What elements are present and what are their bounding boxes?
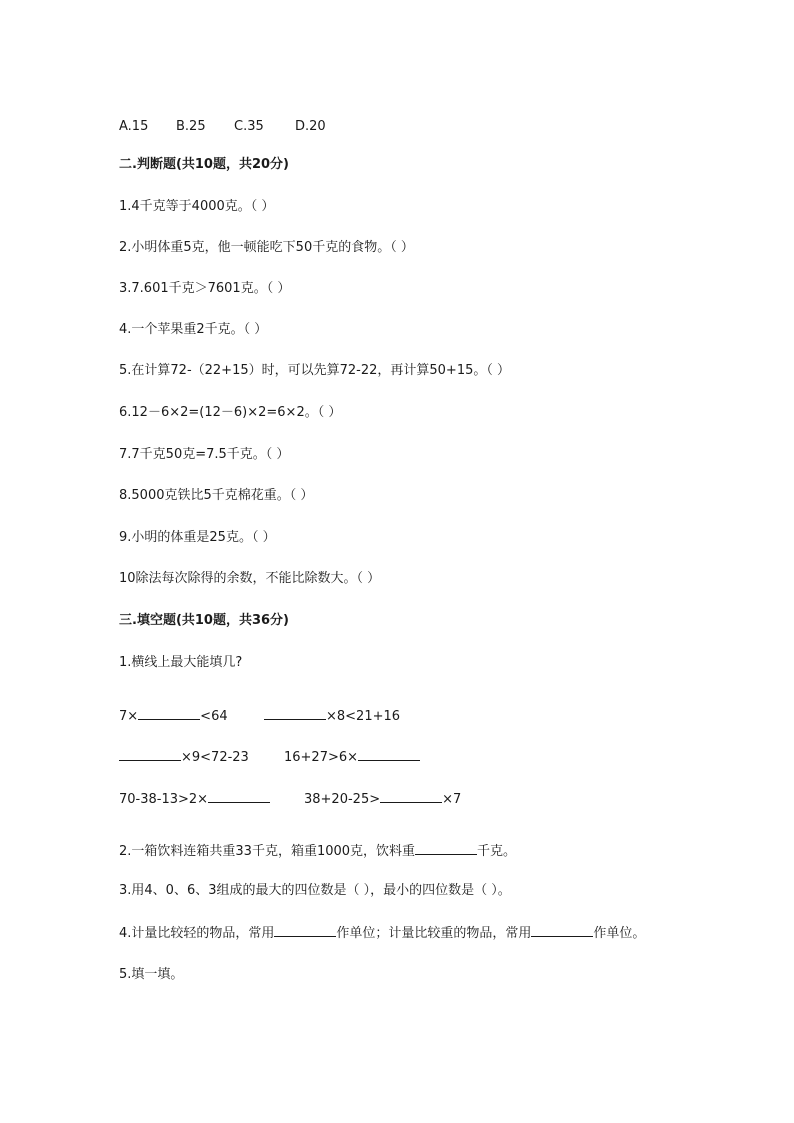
section-3-heading: 三.填空题(共10题，共36分) bbox=[119, 613, 290, 628]
fill-question-5: 5.填一填。 bbox=[119, 967, 184, 982]
inequality-6 bbox=[304, 789, 461, 809]
inequality-text: ×8<21+16 bbox=[326, 709, 401, 724]
answer-blank[interactable] bbox=[380, 789, 442, 803]
fill-question-2 bbox=[119, 841, 516, 861]
inequality-4 bbox=[284, 747, 420, 767]
answer-options bbox=[119, 118, 326, 136]
judge-item: 10除法每次除得的余数，不能比除数大。（ ） bbox=[119, 571, 381, 586]
answer-blank[interactable] bbox=[138, 706, 200, 720]
judge-item: 4.一个苹果重2千克。（ ） bbox=[119, 322, 268, 337]
question-text: 4.计量比较轻的物品，常用 bbox=[119, 926, 275, 941]
option-b: B.25 bbox=[176, 119, 206, 134]
judge-item: 6.12－6×2=(12－6)×2=6×2。（ ） bbox=[119, 405, 342, 420]
inequality-text: 70-38-13>2× bbox=[119, 792, 209, 807]
answer-blank[interactable] bbox=[208, 789, 270, 803]
inequality-row-2 bbox=[119, 747, 719, 765]
inequality-text: <64 bbox=[200, 709, 228, 724]
answer-blank[interactable] bbox=[415, 841, 477, 855]
judge-item: 7.7千克50克=7.5千克。（ ） bbox=[119, 447, 290, 462]
fill-question-1: 1.横线上最大能填几? bbox=[119, 655, 243, 670]
judge-item: 1.4千克等于4000克。（ ） bbox=[119, 199, 275, 214]
judge-item: 5.在计算72-（22+15）时，可以先算72-22，再计算50+15。（ ） bbox=[119, 363, 510, 378]
answer-blank[interactable] bbox=[274, 923, 336, 937]
inequality-text: ×9<72-23 bbox=[181, 750, 249, 765]
judge-item: 9.小明的体重是25克。（ ） bbox=[119, 530, 276, 545]
answer-blank[interactable] bbox=[358, 747, 420, 761]
fill-question-3: 3.用4、0、6、3组成的最大的四位数是（ ），最小的四位数是（ ）。 bbox=[119, 883, 511, 898]
question-text: 作单位；计量比较重的物品，常用 bbox=[336, 926, 532, 941]
question-text: 2.一箱饮料连箱共重33千克，箱重1000克，饮料重 bbox=[119, 844, 416, 859]
option-c: C.35 bbox=[234, 119, 264, 134]
inequality-row-3 bbox=[119, 789, 719, 807]
answer-blank[interactable] bbox=[531, 923, 593, 937]
judge-item: 2.小明体重5克，他一顿能吃下50千克的食物。（ ） bbox=[119, 240, 414, 255]
option-d: D.20 bbox=[295, 119, 326, 134]
inequality-text: 16+27>6× bbox=[284, 750, 359, 765]
answer-blank[interactable] bbox=[119, 747, 181, 761]
inequality-text: 38+20-25> bbox=[304, 792, 381, 807]
inequality-row-1 bbox=[119, 706, 719, 724]
judge-item: 8.5000克铁比5千克棉花重。（ ） bbox=[119, 488, 314, 503]
answer-blank[interactable] bbox=[264, 706, 326, 720]
inequality-text: 7× bbox=[119, 709, 139, 724]
inequality-1 bbox=[119, 706, 228, 726]
inequality-2 bbox=[264, 706, 400, 726]
option-a: A.15 bbox=[119, 119, 149, 134]
inequality-3 bbox=[119, 747, 249, 767]
inequality-5 bbox=[119, 789, 270, 809]
judge-item: 3.7.601千克＞7601克。（ ） bbox=[119, 281, 291, 296]
inequality-text: ×7 bbox=[442, 792, 462, 807]
section-2-heading: 二.判断题(共10题，共20分) bbox=[119, 157, 290, 172]
question-text: 作单位。 bbox=[593, 926, 646, 941]
fill-question-4 bbox=[119, 923, 645, 943]
question-text: 千克。 bbox=[477, 844, 517, 859]
